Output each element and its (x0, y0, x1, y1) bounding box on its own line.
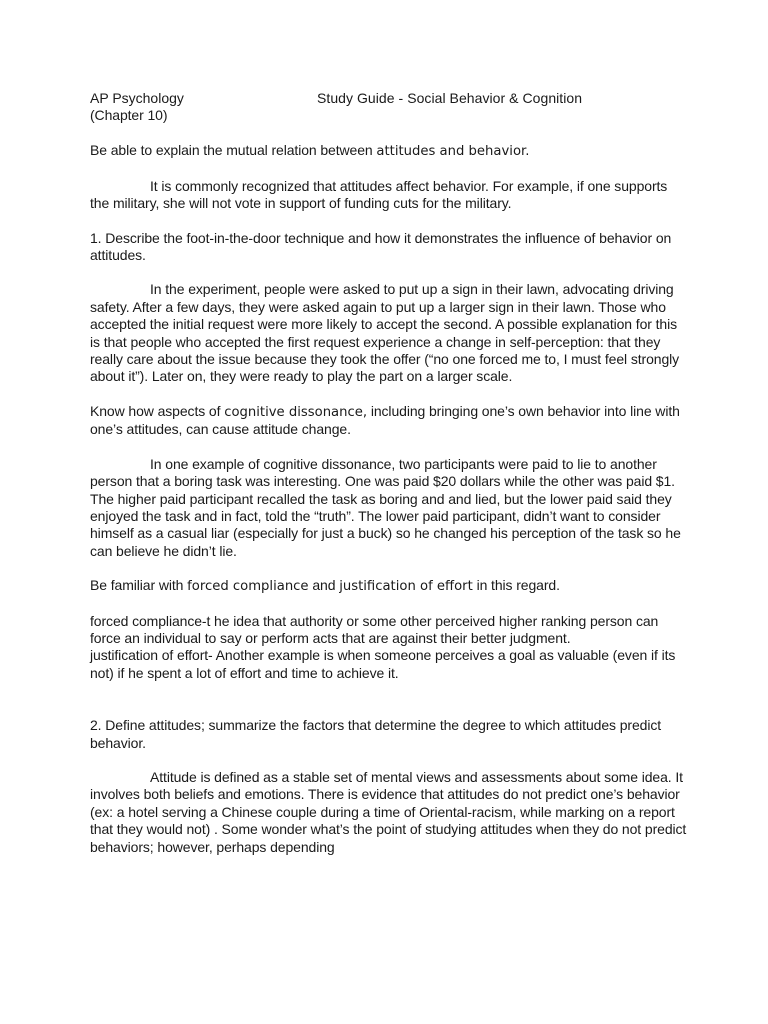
section-prompt-attitudes-behavior (90, 142, 690, 160)
key-term-justification-of-effort: justification of effort (339, 579, 473, 595)
prompt-text: Know how aspects of (90, 402, 225, 419)
prompt-text: in this regard. (472, 577, 560, 594)
definition-forced-compliance: forced compliance-t he idea that authority or some other perceived higher ranking person can force an individual to say or perform acts that are against their better judgment. (90, 612, 659, 646)
definition-justification-of-effort: justification of effort- Another example is when someone perceives a goal as valuable (even if its not) if he spent a lot of effort and time to achieve it. (90, 647, 676, 681)
question-1-answer: In the experiment, people were asked to put up a sign in their lawn, advocating driving safety. After a few days, they were asked again to put up a larger sign in their lawn. Those who accepted the initial request were more likely to accept the second. A possible explanation for this is that people who accepted the first request experience a change in self-perception: that they really care about the issue because they took the offer (“no one forced me to, I must feel strongly about it”). Later on, they were ready to play the part on a larger scale. (90, 281, 680, 385)
question-1-prompt: 1. Describe the foot-in-the-door technique and how it demonstrates the influence of behavior on attitudes. (90, 229, 672, 264)
course-name: AP Psychology (90, 90, 184, 106)
prompt-text: Be able to explain the mutual relation between (90, 142, 377, 159)
key-term-cognitive-dissonance: cognitive dissonance, (224, 404, 368, 420)
chapter-label: (Chapter 10) (90, 107, 168, 123)
key-term-attitudes-behavior: attitudes and behavior. (376, 144, 530, 160)
key-term-forced-compliance: forced compliance (187, 579, 309, 595)
question-2-answer: Attitude is defined as a stable set of mental views and assessments about some idea. It involves both beliefs and emotions. There is evidence that attitudes do not predict one’s behavior (ex: a hotel serving a Chinese couple during a time of Oriental-racism, while marking on a report that they would not) . Some wonder what’s the point of studying attitudes when they do not predict behaviors; however, perhaps depending (90, 768, 687, 855)
answer-attitudes-behavior: It is commonly recognized that attitudes affect behavior. For example, if one supports the military, she will not vote in support of funding cuts for the military. (90, 177, 668, 212)
prompt-text: including bringing one’s own behavior into line with one’s attitudes, can cause attitude change. (90, 402, 680, 438)
document-header (90, 90, 690, 107)
prompt-text: and (308, 577, 340, 594)
document-title: Study Guide - Social Behavior & Cognition (317, 90, 583, 106)
document-page (90, 90, 690, 856)
prompt-text: Be familiar with (90, 577, 188, 594)
section-prompt-forced-compliance (90, 577, 690, 595)
section-prompt-cognitive-dissonance (90, 403, 690, 439)
question-2-prompt: 2. Define attitudes; summarize the factors that determine the degree to which attitudes predict behavior. (90, 717, 662, 751)
answer-cognitive-dissonance: In one example of cognitive dissonance, two participants were paid to lie to another person that a boring task was interesting. One was paid $20 dollars while the other was paid $1. The higher paid participant recalled the task as boring and and lied, but the lower paid said they enjoyed the task and in fact, told the “truth”. The lower paid participant, didn’t want to consider himself as a casual liar (especially for just a buck) so he changed his perception of the task so he can believe he didn’t lie. (90, 455, 681, 559)
